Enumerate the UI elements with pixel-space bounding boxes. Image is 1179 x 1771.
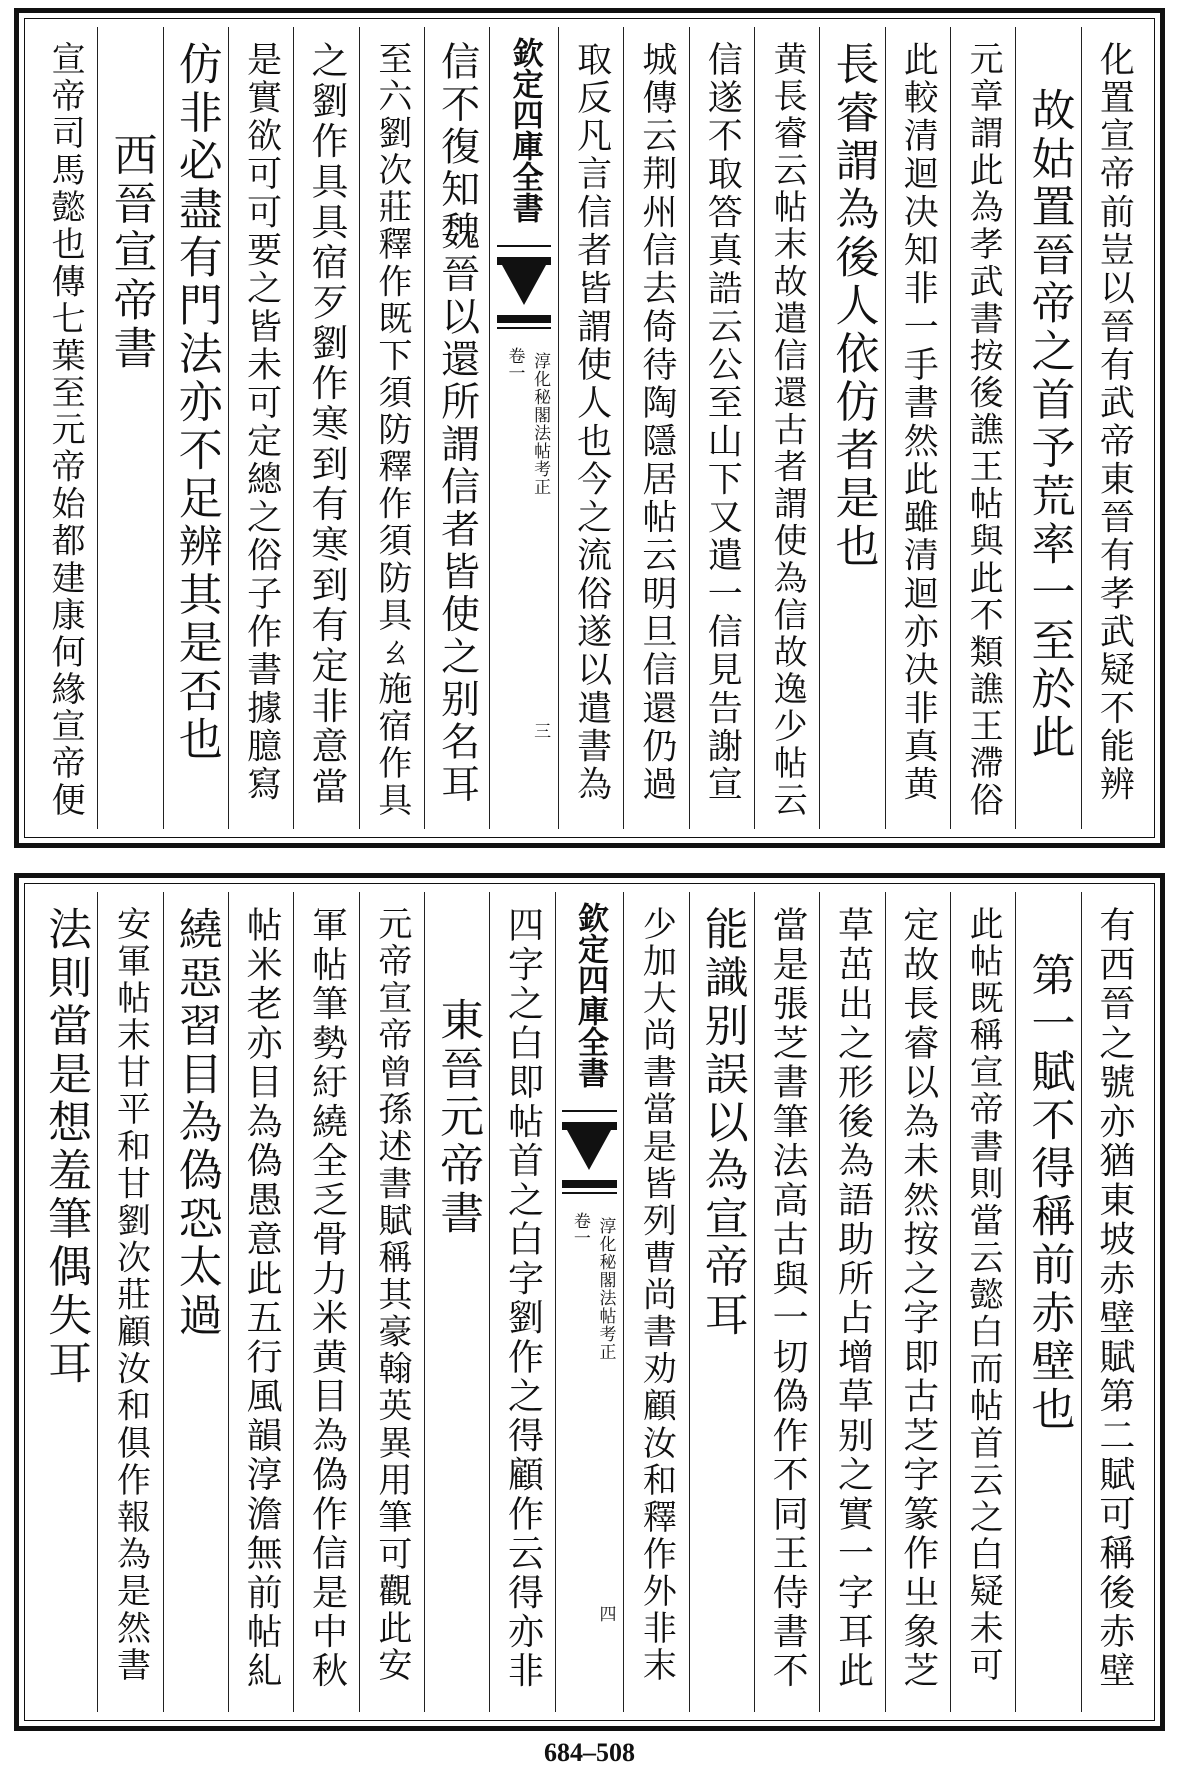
text-column [359, 892, 424, 1712]
column-text: 宣帝司馬懿也傳七葉至元帝始都建康何緣宣帝便 [45, 41, 86, 820]
text-column [623, 27, 688, 829]
fish-tail-rule [562, 1180, 616, 1188]
text-column [819, 892, 884, 1712]
column-text: 化置宣帝前豈以晉有武帝東晉有孝武疑不能辨 [1094, 41, 1135, 804]
column-text: 城傳云荆州信去倚待陶隱居帖云明旦信還仍過 [636, 41, 677, 804]
column-text: 故姑置晉帝之首予荒率一至於此 [1023, 87, 1075, 762]
text-column [228, 892, 293, 1712]
column-text: 法則當是想羞筆偶失耳 [40, 906, 92, 1388]
text-column [293, 27, 358, 829]
fish-tail-rule [497, 257, 551, 265]
column-text: 取反凡言信者皆謂使人也今之流俗遂以遣書為 [571, 41, 612, 804]
column-text: 元帝宣帝曾孫述書賦稱其豪翰英異用筆可觀此安 [371, 906, 412, 1685]
text-column [97, 892, 162, 1712]
text-column [97, 27, 162, 829]
column-text: 能識别誤以為宣帝耳 [696, 906, 748, 1340]
fish-tail-rule [562, 1122, 616, 1130]
text-column [359, 27, 424, 829]
column-text: 黄長睿云帖末故遣信還古者謂使為信故逸少帖云 [767, 41, 808, 820]
text-column [293, 892, 358, 1712]
column-text: 安軍帖末甘平和甘劉次莊顧汝和俱作報為是然書 [110, 906, 151, 1685]
column-text: 此較清迴决知非一手書然此雖清迴亦决非真黄 [898, 41, 939, 804]
column-text: 之劉作具具宿歹劉作寒到有寒到有定非意當 [304, 41, 348, 808]
text-column [489, 892, 554, 1712]
column-text: 仿非必盡有門法亦不足辨其是否也 [170, 41, 222, 764]
column-text: 繞惡習目為偽恐太過 [170, 906, 222, 1340]
work-subtitle: 淳化秘閣法帖考正 [595, 1217, 616, 1361]
work-subtitle: 淳化秘閣法帖考正 [530, 352, 551, 496]
column-text: 少加大尚書當是皆列曹尚書劝顧汝和釋作外非末 [636, 906, 677, 1685]
top-page-panel [14, 8, 1165, 848]
column-text: 元章謂此為孝武書按後譙王帖與此不類譙王滯俗 [963, 41, 1004, 820]
text-column [689, 27, 754, 829]
text-column [424, 892, 489, 1712]
text-column [1015, 27, 1080, 829]
fish-tail-rule [497, 315, 551, 323]
text-column [163, 27, 228, 829]
text-column [424, 27, 489, 829]
fish-tail-rule [562, 1192, 616, 1194]
volume-label: 卷一 [569, 1212, 590, 1246]
text-column [1081, 892, 1146, 1712]
column-text: 軍帖筆勢紆繞全乏骨力米黄目為偽作信是中秋 [306, 906, 348, 1691]
text-column [819, 27, 884, 829]
text-column [1015, 892, 1080, 1712]
leaf-number: 三 [530, 722, 551, 739]
fish-tail-mark [502, 265, 546, 305]
bottom-page-panel [14, 873, 1165, 1731]
text-column [885, 892, 950, 1712]
text-column [754, 892, 819, 1712]
text-column [163, 892, 228, 1712]
book-title: 欽定四庫全書 [506, 37, 543, 223]
column-text: 此帖既稱宣帝書則當云懿白而帖首云之白疑未可 [963, 906, 1004, 1685]
text-column [1081, 27, 1146, 829]
column-text: 四字之白即帖首之白字劉作之得顧作云得亦非 [502, 906, 544, 1691]
fish-tail-mark [567, 1130, 611, 1170]
column-text: 帖米老亦目為偽愚意此五行風韻淳澹無前帖糺 [241, 906, 283, 1691]
page-number: 684–508 [544, 1738, 635, 1767]
column-text: 信不復知魏晉以還所謂信者皆使之别名耳 [434, 41, 480, 807]
text-column [950, 892, 1015, 1712]
column-text: 西晉宣帝書 [105, 132, 157, 373]
bottom-text-columns [33, 892, 1146, 1712]
column-text: 第一賦不得稱前赤壁也 [1023, 952, 1075, 1434]
center-fold [555, 892, 624, 1712]
column-text: 是實欲可可要之皆未可定總之俗子作書據臆寫 [241, 41, 282, 804]
text-column [558, 27, 623, 829]
text-column [623, 892, 688, 1712]
book-title: 欽定四庫全書 [571, 902, 608, 1088]
text-column [950, 27, 1015, 829]
fish-tail-rule [497, 245, 551, 247]
column-text: 至六劉次莊釋作既下須防釋作須防具ㄠ施宿作具 [371, 41, 412, 820]
volume-label: 卷一 [504, 347, 525, 381]
fish-tail-rule [497, 327, 551, 329]
column-text: 定故長睿以為未然按之字即古芝字篆作㞢象芝 [897, 906, 939, 1691]
text-column [689, 892, 754, 1712]
column-text: 長睿謂為後人依仿者是也 [827, 41, 879, 572]
column-text: 有西晉之號亦猶東坡赤壁賦第二賦可稱後赤壁 [1093, 906, 1135, 1691]
text-column [228, 27, 293, 829]
text-column [33, 892, 97, 1712]
column-text: 信遂不取答真誥云公至山下又遣一信見告謝宣 [702, 41, 743, 804]
top-text-columns [33, 27, 1146, 829]
center-fold [489, 27, 558, 829]
column-text: 草茁出之形後為語助所占增草别之實一字耳此 [832, 906, 874, 1691]
text-column [33, 27, 97, 829]
text-column [754, 27, 819, 829]
leaf-number: 四 [595, 1605, 616, 1622]
column-text: 東晉元帝書 [432, 997, 484, 1238]
fish-tail-rule [562, 1110, 616, 1112]
column-text: 當是張芝書筆法高古與一切偽作不同王侍書不 [767, 906, 809, 1691]
text-column [885, 27, 950, 829]
